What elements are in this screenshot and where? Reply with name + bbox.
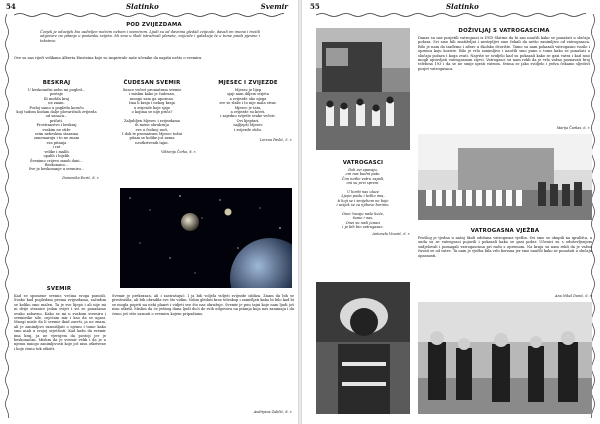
poem-line: neotkrivenih tajni. bbox=[135, 140, 169, 145]
intro-text: Čovjek je oduvijek bio zadivljen noćnim nebom i svemirom. Ljudi su od davnina gledali zvijezde, davali im imena i tražili odgovore na pitanja o postanku svijeta. Mi smo u školi istraživali planete, zvijezde i galaksije te o tome pisali pjesme i tekstove. bbox=[40, 30, 260, 43]
group-photo bbox=[418, 134, 592, 220]
firetruck-photo-image bbox=[316, 28, 410, 150]
left-section-title: Svemir bbox=[260, 2, 288, 11]
poem-line: pričati. bbox=[49, 118, 64, 123]
vatrogasci-title: VATROGASCI bbox=[342, 160, 384, 166]
right-header-wave bbox=[316, 12, 586, 18]
cudesan-svemir-poem bbox=[108, 88, 196, 145]
firetruck-photo bbox=[316, 28, 410, 150]
poem-line: Mjesec je tata, bbox=[234, 105, 262, 110]
space-photo bbox=[120, 188, 292, 288]
firefighters-exercise-photo bbox=[418, 302, 592, 414]
poem-line: sva pitanja bbox=[46, 140, 67, 145]
poem-line: ih mene ohrabruju bbox=[135, 123, 169, 128]
poem-line: Sve je beskonanje u svemiru... bbox=[28, 167, 85, 172]
poem-line: Šeenimo crijevo mnoh dani... bbox=[29, 158, 84, 163]
vjezba-author: Ana Nikol Dunić, 6. r. bbox=[555, 294, 592, 298]
right-page-number: 55 bbox=[310, 2, 320, 11]
firefighter-helmet-photo-image bbox=[316, 282, 410, 414]
poem-line: a zvijezde su kćeri, bbox=[230, 110, 266, 115]
vjezba-title: VATROGASNA VJEŽBA bbox=[470, 228, 540, 234]
intro-note: Ove su nas riječi velikana Alberta Einsteina koje su inspirirale naše učenike da napišu nešto o svemiru. bbox=[14, 56, 203, 60]
poem-line: Onei čuvaju naše kuće, bbox=[341, 212, 385, 217]
poem-line: ti koji se i smijehom ne boje bbox=[337, 198, 389, 203]
svemir-title: SVEMIR bbox=[46, 286, 72, 292]
poem-line: Sunce večeri promatram svemir bbox=[122, 88, 182, 92]
firefighter-helmet-photo bbox=[316, 282, 410, 414]
poem-line: svakim ne stiže bbox=[42, 127, 71, 132]
svemir-text-col2: Svemir je prekrasan, ali i zastrašujuć. I ja bih voljela vidjeti zvijezde izbliza. Znam da bih se prestrašila, ali bih obradila sve što vidim. Volim gledati kroz teleskop i zamišljati kako bi bilo kad bi se mogla popeti na neki planet i vidjeti sve što nas okružuje. Svemir je pun tajni koje nam ljudi još nisu otkrili. Mislim da će jednog dana ljudi doći do svih odgovora na pitanja koja nas zanimaju i da ćemo još više saznati o svemiru kojem pripadamo. bbox=[112, 294, 294, 316]
left-page bbox=[0, 0, 298, 424]
poem-line: sve u čudnoj noći, bbox=[135, 127, 169, 132]
left-page-number: 54 bbox=[6, 2, 16, 11]
poem-line: Ljepo poslu i teško ima, bbox=[341, 194, 385, 199]
poem-line: a zvijezde oko njega bbox=[229, 96, 267, 101]
firefighters-exercise-photo-image bbox=[418, 302, 592, 414]
poem-line: sjaji nam diljem svijeta bbox=[227, 92, 269, 97]
poem-line: Mjesec je lijep bbox=[234, 88, 262, 92]
beskraj-poem bbox=[14, 88, 99, 172]
poem-line: Posloj samo u pogledu koraču bbox=[29, 105, 84, 110]
poem-line: U borbi nas ulaze bbox=[346, 190, 379, 195]
poem-line: oni nas budni pate. bbox=[345, 172, 381, 177]
poem-line: i zajedno svijetle svake večeri. bbox=[220, 114, 276, 119]
vatrogasci-poem bbox=[316, 168, 410, 230]
poem-line: ne znam. bbox=[48, 101, 65, 106]
poem-line: Čim netko vatru zapali, bbox=[341, 176, 385, 181]
vjezba-text: Prošlog je tjedna u našoj školi održana vatrogasna vježba. Svi smo se okupili na igralištu, a onda su se vatrogasci pojavili i pokazali kako se gasi požar. Učenici su s oduševljenjem sudjelovali i pomagali vatrogascima pri radu s opremom. Na kraju su nam rekli da je važno čuvati se od vatre. Ta nam je vježba bila vrlo korisna jer smo naučili kako se ponašati u slučaju opasnosti. bbox=[418, 236, 592, 258]
left-border-wave bbox=[4, 14, 10, 418]
cudesan-svemir-author: Viktorija Čorko, 8. r. bbox=[161, 150, 196, 154]
mjesec-poem bbox=[204, 88, 292, 132]
poem-line: I dok te promatram Mjesec tužni bbox=[122, 132, 182, 137]
group-photo-image bbox=[418, 134, 592, 220]
poem-line: i ja bih bio vatrogasac. bbox=[342, 225, 384, 230]
poem-line: sve se slaže i to nije mala stvar. bbox=[219, 101, 277, 106]
poem-line: Zaljubljen Mjesec i zvijezdama bbox=[124, 118, 180, 123]
poem-line: i zvijezde stižu. bbox=[234, 127, 262, 132]
intro-title: POD ZVIJEZDAMA bbox=[126, 22, 182, 28]
right-magazine-title: Slatinko bbox=[446, 2, 479, 11]
poem-line: koji tudom hodam dalje plovaričnih zvijezda bbox=[16, 110, 97, 115]
dozivljaj-author: Marija Čarkas, 6. r. bbox=[556, 126, 590, 130]
poem-line: Onei su naši junaci bbox=[345, 220, 381, 225]
poem-line: Ima li kraja i nekog kraja bbox=[129, 101, 175, 106]
mjesec-author: Lorena Pavlić, 5. r. bbox=[259, 138, 292, 142]
poem-line: oni su prvi spreni. bbox=[346, 181, 380, 186]
poem-line: svim nebeskim stazama bbox=[34, 132, 79, 137]
poem-line: Prostranstvo i beskraj bbox=[36, 123, 77, 128]
mjesec-title: MJESEC I ZVIJEZDE bbox=[218, 80, 278, 86]
poem-line: pitam se kolike još nema bbox=[129, 136, 175, 141]
poem-line: i rat bbox=[52, 145, 61, 150]
space-photo-image bbox=[120, 188, 292, 288]
poem-line: od sunaca... bbox=[45, 114, 68, 119]
poem-line: Ovi lijeptari, bbox=[236, 118, 260, 123]
svemir-text-col1: Kad se spomene svemir, većina svoga pomisli. Svako kad pogledam prema zvijezdama, začudim se koliko smo malen. Ta je sve lijepo i ali nije mi ni dvije stranice jedan svijet i svi se ponašamo ovako zabavno. Kako se mi u svakom svemiru i svemirske sile, osjećam mir i kao da se ugasi. Mnogi misle da li svemir ikad završi, ja ne znam, ali je zanimljivo razmišljati o njemu i tome kako smo mali u svojoj svjetlosti. Kad kažu da svemir ima kraj, ja ne vjerujem da postoji jer je beskonačan. Mislim da je svemir velik i da je u njemu mnogo zanimljivosti koje još nisu otkrivene i koje ćemo tek otkriti. bbox=[14, 294, 106, 351]
poem-line: U beskonačni nebo mi pogled... bbox=[27, 88, 86, 92]
poem-line: i mislim kako je čudesan, bbox=[129, 92, 175, 97]
poem-line: velike i malih bbox=[44, 149, 69, 154]
poem-line: šume i nas, bbox=[352, 216, 374, 221]
poem-line: postaje bbox=[49, 92, 64, 97]
right-page bbox=[302, 0, 600, 424]
poem-line: Dok svi spavaju, bbox=[348, 168, 378, 172]
dozivljaj-title: DOŽIVLJAJ S VATROGASCIMA bbox=[458, 28, 550, 34]
poem-line: opalih i bijelih bbox=[43, 154, 70, 159]
beskraj-author: Domenika Đurić, 8. r. bbox=[62, 176, 99, 180]
poem-line: zanemaruju i to ne znam bbox=[33, 136, 79, 141]
poem-line: Beskonano... bbox=[44, 162, 69, 167]
vatrogasci-author: Antonela Vinarić, 6. r. bbox=[372, 232, 410, 236]
poem-line: a zvijezde koje sjaje bbox=[133, 105, 171, 110]
beskraj-title: BESKRAJ bbox=[42, 80, 71, 86]
poem-line: i uvijek se za njihove borimo. bbox=[336, 203, 390, 208]
poem-line: mnogo sam ga upoznao. bbox=[130, 96, 174, 101]
svemir-author: Andrijana Zubčić, 8. r. bbox=[253, 410, 292, 414]
left-header-wave bbox=[14, 12, 284, 18]
cudesan-svemir-title: ČUDESAN SVEMIR bbox=[123, 80, 181, 86]
poem-line: o kojima se nije priča? bbox=[131, 110, 173, 115]
dozivljaj-text: Danas su nas posjetili vatrogasci iz DVD Slatine da bi nas naučili kako se ponašati u slučaju požara. Svi smo bili znatiželjni i nestrpljivi smo čekali da nešto zanimljivo od vatrogasaca. Bilo je nam da izađemo i zdrav u školsko dvorište. Tamo su nam pokazali vatrogasno vozilo i opremu koju koriste. Bilo je vrlo zanimljivo i naučili smo puno o tome kako se ponašati u slučaju požara i koga zvati. Najviše se svidjelo kad su pokazali kako se gasi vatra i kad smo mogli upravljati vatrogasnom cijevi. Vatrogasci su nam rekli da je vrlo važno poznavati broj telefona 193 i da se ne smije igrati vatrom. Svima se jako svidjelo i jedva čekamo sljedeći posjet vatrogasaca. bbox=[418, 36, 590, 71]
left-magazine-title: Slatinko bbox=[126, 2, 159, 11]
poem-line: Ili možda kraj bbox=[43, 96, 70, 101]
poem-line: najljepši Mjesec bbox=[233, 123, 263, 128]
